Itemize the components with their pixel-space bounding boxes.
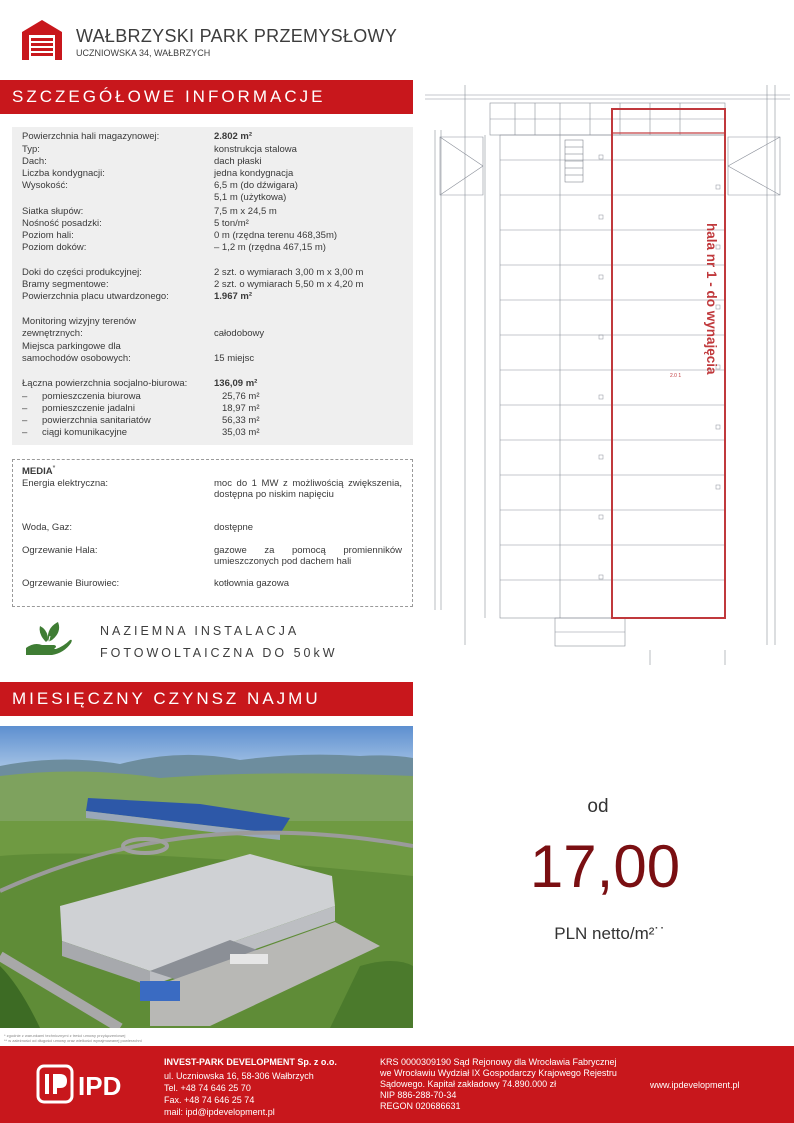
- section-title-details: SZCZEGÓŁOWE INFORMACJE: [0, 80, 413, 114]
- price-unit: PLN netto/m²˙˙: [554, 924, 666, 943]
- pv-line2: FOTOWOLTAICZNA DO 50kW: [100, 646, 338, 660]
- company-registry: KRS 0000309190 Sąd Rejonowy dla Wrocławia Fabrycznej we Wrocławiu Wydział IX Gospodarczy Krajowego Rejestru Sądowego. Kapitał zakładowy 74.890.000 zł NIP 886-288-70-34 REGON 020686631: [380, 1057, 617, 1111]
- email-link[interactable]: mail: ipd@ipdevelopment.pl: [164, 1107, 275, 1117]
- media-row: Ogrzewanie Hala: gazowe za pomocą promienników umieszczonych pod dachem hali: [22, 545, 402, 567]
- detail-row: Monitoring wizyjny terenów: [22, 316, 137, 327]
- detail-row: – pomieszczenie jadalni 18,97 m²: [22, 403, 260, 414]
- company-name: INVEST-PARK DEVELOPMENT Sp. z o.o.: [164, 1057, 337, 1067]
- price-prefix: od: [587, 796, 609, 817]
- price-value: 17,00: [529, 833, 681, 900]
- media-row: Woda, Gaz: dostępne: [22, 522, 254, 533]
- detail-row: 5,1 m (użytkowa): [214, 192, 287, 203]
- detail-row: Wysokość: 6,5 m (do dźwigara): [22, 180, 298, 191]
- detail-row: – pomieszczenia biurowa 25,76 m²: [22, 391, 260, 402]
- aerial-photo: [0, 726, 413, 1028]
- section-title-rent: MIESIĘCZNY CZYNSZ NAJMU: [0, 682, 413, 716]
- detail-row: – powierzchnia sanitariatów 56,33 m²: [22, 415, 260, 426]
- media-box: [12, 459, 413, 607]
- media-row: Energia elektryczna: moc do 1 MW z możliwością zwiększenia, dostępna po niskim napięciu: [22, 478, 402, 500]
- detail-row: Powierzchnia hali magazynowej: 2.802 m²: [22, 131, 253, 142]
- detail-row: Nośność posadzki: 5 ton/m²: [22, 218, 249, 229]
- detail-row: Poziom hali: 0 m (rzędna terenu 468,35m): [22, 230, 338, 241]
- detail-row: – ciągi komunikacyjne 35,03 m²: [22, 427, 260, 438]
- footer: [0, 1046, 794, 1123]
- detail-row: Bramy segmentowe: 2 szt. o wymiarach 5,50 m x 4,20 m: [22, 279, 364, 290]
- website-link[interactable]: www.ipdevelopment.pl: [650, 1080, 740, 1090]
- page-title: WAŁBRZYSKI PARK PRZEMYSŁOWY: [76, 26, 398, 46]
- company-contact: ul. Uczniowska 16, 58-306 Wałbrzych Tel. +48 74 646 25 70 Fax. +48 74 646 25 74 mail: ipd@ipdevelopment.pl: [164, 1071, 314, 1117]
- floor-plan: [425, 65, 790, 665]
- detail-row: Łączna powierzchnia socjalno-biurowa: 136,09 m²: [22, 378, 258, 389]
- detail-row: Typ: konstrukcja stalowa: [22, 144, 297, 155]
- media-title: MEDIA*: [22, 465, 56, 478]
- detail-row: Siatka słupów: 7,5 m x 24,5 m: [22, 206, 277, 217]
- warehouse-logo-icon: [22, 20, 62, 60]
- svg-text:IPD: IPD: [78, 1071, 122, 1101]
- detail-row: Doki do części produkcyjnej: 2 szt. o wymiarach 3,00 m x 3,00 m: [22, 267, 364, 278]
- plan-label: hala nr 1 - do wynajęcia: [704, 223, 719, 375]
- detail-row: Dach: dach płaski: [22, 156, 262, 167]
- detail-row: Poziom doków: – 1,2 m (rzędna 467,15 m): [22, 242, 326, 253]
- hand-leaf-icon: [24, 618, 74, 658]
- details-table: [12, 127, 413, 445]
- park-address: UCZNIOWSKA 34, WAŁBRZYCH: [76, 48, 211, 58]
- photo-caption: * zgodnie z warunkami technicznymi z treści umowy przyłączeniowej ** w zależności od długości umowy oraz wielkości wynajmowanej powierzchni: [4, 1033, 142, 1043]
- svg-text:2.0 1: 2.0 1: [670, 373, 682, 379]
- detail-row: zewnętrznych: całodobowy: [22, 328, 265, 339]
- pv-line1: NAZIEMNA INSTALACJA: [100, 624, 300, 638]
- detail-row: Miejsca parkingowe dla: [22, 341, 121, 352]
- detail-row: Powierzchnia placu utwardzonego: 1.967 m²: [22, 291, 253, 302]
- detail-row: samochodów osobowych: 15 miejsc: [22, 353, 255, 364]
- ipd-logo-icon: [36, 1062, 136, 1106]
- detail-row: Liczba kondygnacji: jedna kondygnacja: [22, 168, 294, 179]
- media-row: Ogrzewanie Biurowiec: kotłownia gazowa: [22, 578, 289, 589]
